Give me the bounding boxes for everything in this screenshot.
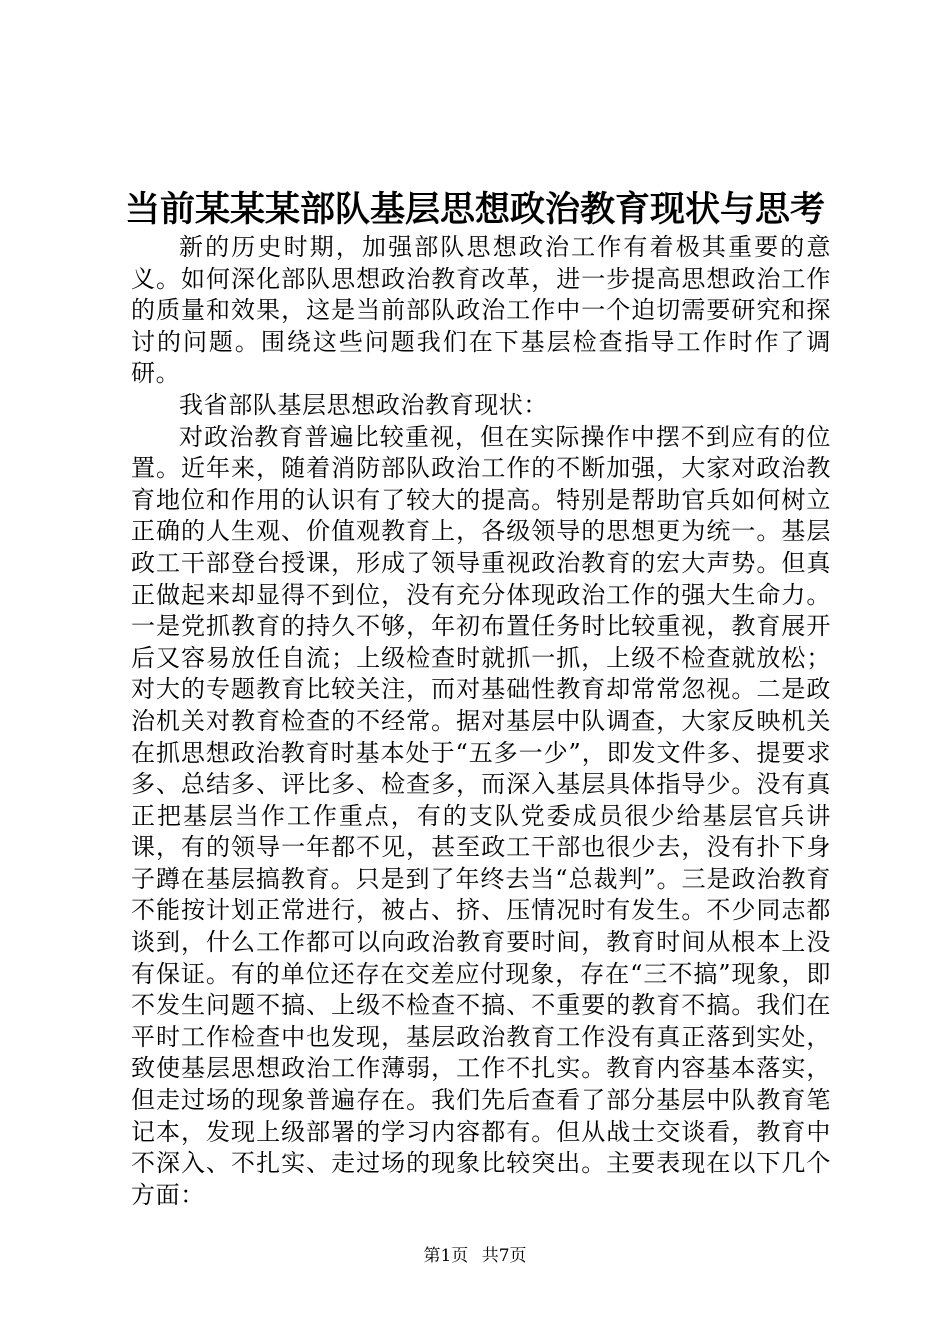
paragraph-heading: 我省部队基层思想政治教育现状：: [179, 390, 548, 419]
page-total: 共7页: [481, 1246, 527, 1266]
page-number: 第1页: [423, 1246, 469, 1266]
page-footer: [0, 1244, 950, 1268]
paragraph-main: 对政治教育普遍比较重视，但在实际操作中摆不到应有的位置。近年来，随着消防部队政治工作的不断加强，大家对政治教育地位和作用的认识有了较大的提高。特别是帮助官兵如何树立正确的人生观、价值观教育上，各级领导的思想更为统一。基层政工干部登台授课，形成了领导重视政治教育的宏大声势。但真正做起来却显得不到位，没有充分体现政治工作的强大生命力。一是党抓教育的持久不够，年初布置任务时比较重视，教育展开后又容易放任自流；上级检查时就抓一抓，上级不检查就放松；对大的专题教育比较关注，而对基础性教育却常常忽视。二是政治机关对教育检查的不经常。据对基层中队调查，大家反映机关在抓思想政治教育时基本处于“五多一少”，即发文件多、提要求多、总结多、评比多、检查多，而深入基层具体指导少。没有真正把基层当作工作重点，有的支队党委成员很少给基层官兵讲课，有的领导一年都不见，甚至政工干部也很少去，没有扑下身子蹲在基层搞教育。只是到了年终去当“总裁判”。三是政治教育不能按计划正常进行，被占、挤、压情况时有发生。不少同志都谈到，什么工作都可以向政治教育要时间，教育时间从根本上没有保证。有的单位还存在交差应付现象，存在“三不搞”现象，即不发生问题不搞、上级不检查不搞、不重要的教育不搞。我们在平时工作检查中也发现，基层政治教育工作没有真正落到实处，致使基层思想政治工作薄弱，工作不扎实。教育内容基本落实，但走过场的现象普遍存在。我们先后查看了部分基层中队教育笔记本，发现上级部署的学习内容都有。但从战士交谈看，教育中不深入、不扎实、走过场的现象比较突出。主要表现在以下几个方面：: [131, 422, 831, 1209]
document-body: [131, 232, 831, 1211]
document-title: 当前某某某部队基层思想政治教育现状与思考: [124, 189, 825, 230]
paragraph-intro: 新的历史时期，加强部队思想政治工作有着极其重要的意义。如何深化部队思想政治教育改革，进一步提高思想政治工作的质量和效果，这是当前部队政治工作中一个迫切需要研究和探讨的问题。围绕这些问题我们在下基层检查指导工作时作了调研。: [131, 233, 831, 388]
